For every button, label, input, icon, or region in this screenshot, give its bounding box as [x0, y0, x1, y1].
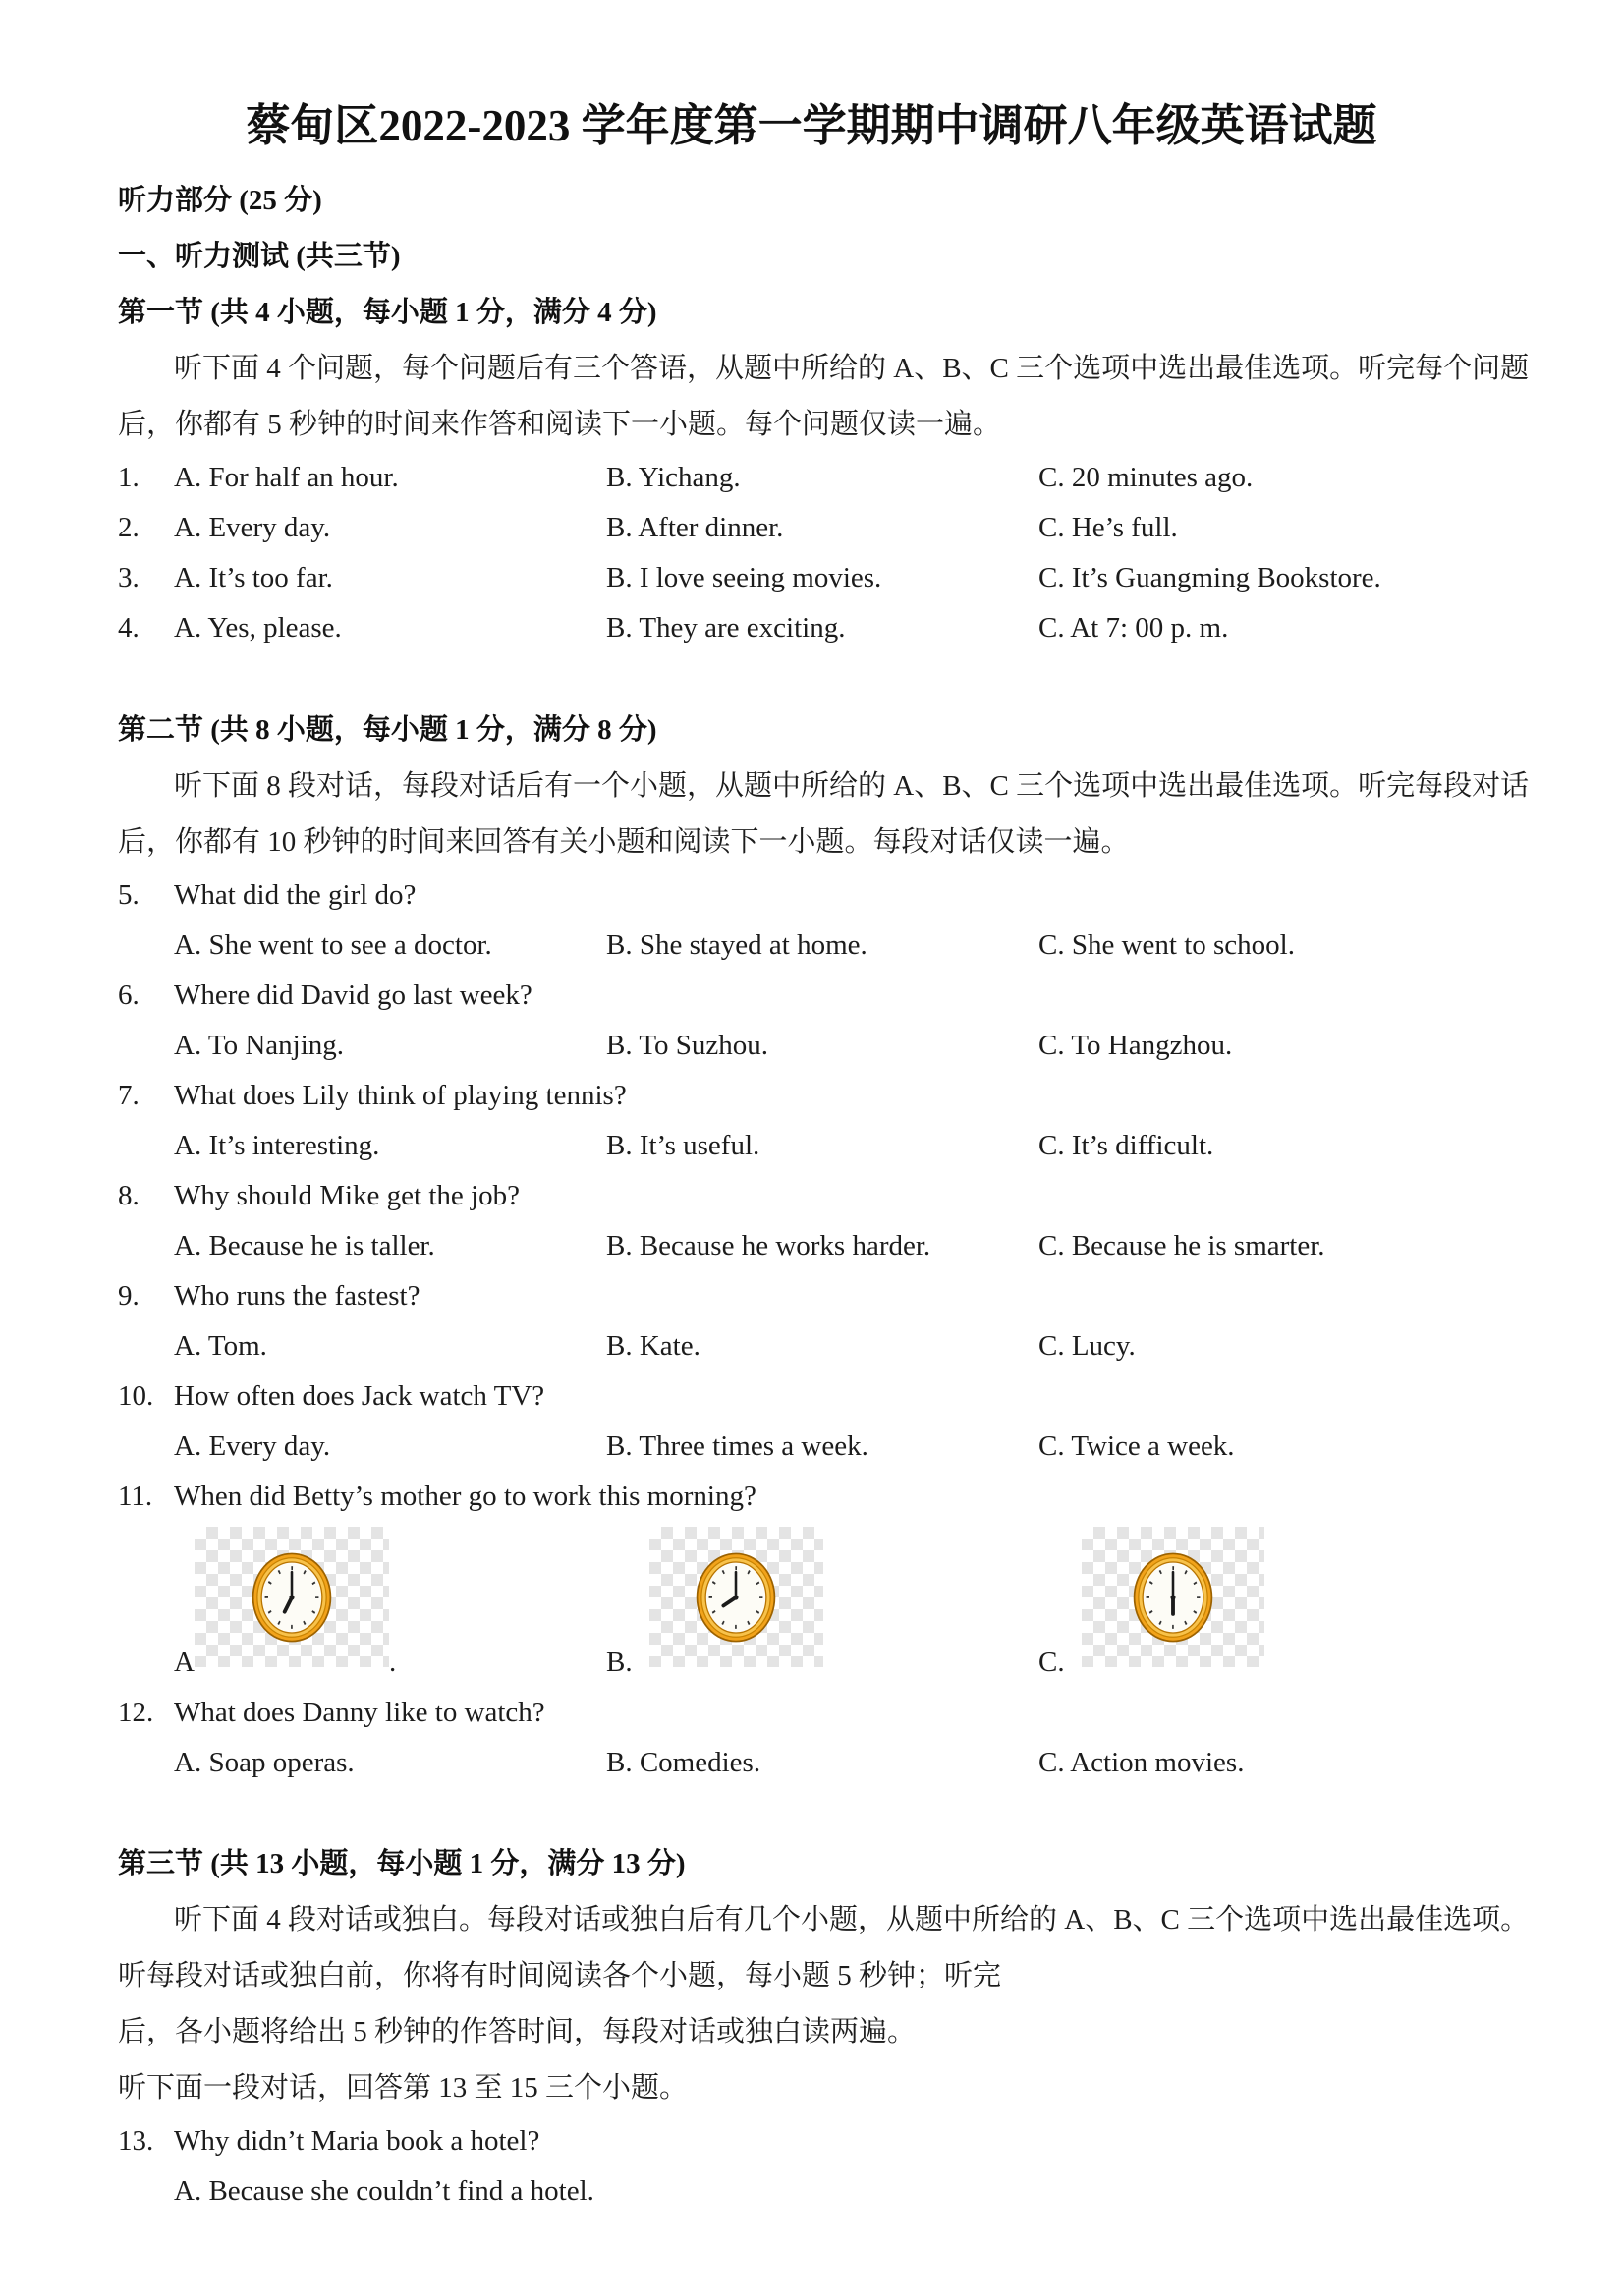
option-b: B. She stayed at home.: [606, 929, 867, 961]
part-heading: 听力部分 (25 分): [118, 185, 322, 216]
question-number: 10.: [118, 1380, 154, 1412]
question-stem-row: [0, 870, 1623, 921]
question-stem: What does Danny like to watch?: [174, 1697, 545, 1728]
clock-center: [289, 1595, 294, 1599]
question-row: [0, 503, 1623, 553]
option-b: B. After dinner.: [606, 512, 784, 543]
options-row: [0, 1221, 1623, 1271]
option-a: A. Soap operas.: [174, 1747, 355, 1778]
question-stem-row: [0, 1372, 1623, 1422]
question-row: [0, 553, 1623, 603]
option-b: B. To Suzhou.: [606, 1030, 769, 1061]
option-b: B. Yichang.: [606, 462, 741, 493]
options-row: [0, 1422, 1623, 1472]
clock-center: [1170, 1595, 1175, 1599]
option-label: A: [174, 1647, 195, 1678]
option-label: B.: [606, 1647, 633, 1678]
section-1-heading: 第一节 (共 4 小题，每小题 1 分，满分 4 分): [118, 297, 657, 328]
option-b: B. Kate.: [606, 1330, 700, 1362]
option-c: C. Twice a week.: [1038, 1430, 1235, 1462]
option-c: C. She went to school.: [1038, 929, 1295, 961]
dialogue-intro: 听下面一段对话，回答第 13 至 15 三个小题。: [118, 2072, 689, 2103]
options-row: [0, 1321, 1623, 1372]
exam-title: 蔡甸区2022-2023 学年度第一学期期中调研八年级英语试题: [246, 101, 1377, 150]
question-stem-row: [0, 1688, 1623, 1738]
question-stem: How often does Jack watch TV?: [174, 1380, 545, 1412]
option-c: C. Lucy.: [1038, 1330, 1136, 1362]
option-a: A. Yes, please.: [174, 612, 342, 644]
option-a: A. It’s too far.: [174, 562, 333, 593]
options-row: [0, 2166, 1623, 2216]
question-stem: What did the girl do?: [174, 879, 417, 911]
option-a: A. To Nanjing.: [174, 1030, 345, 1061]
clock-icon: [694, 1550, 778, 1645]
question-number: 1.: [118, 462, 140, 493]
option-b: B. They are exciting.: [606, 612, 846, 644]
option-b: B. Three times a week.: [606, 1430, 868, 1462]
option-a: A. Because she couldn’t find a hotel.: [174, 2175, 594, 2207]
clock-image: [649, 1527, 823, 1667]
section-2-instructions-line: 听下面 8 段对话，每段对话后有一个小题，从题中所给的 A、B、C 三个选项中选出最佳选项。听完每段对话: [174, 770, 1530, 802]
question-number: 5.: [118, 879, 140, 911]
question-stem-row: [0, 971, 1623, 1021]
test-heading: 一、听力测试 (共三节): [118, 241, 401, 272]
option-c: C. At 7: 00 p. m.: [1038, 612, 1229, 644]
question-stem: Why didn’t Maria book a hotel?: [174, 2125, 540, 2156]
question-stem-row: [0, 1171, 1623, 1221]
options-row: [0, 921, 1623, 971]
picture-options-row: [0, 1522, 1623, 1688]
section-2-instructions-line: 后，你都有 10 秒钟的时间来回答有关小题和阅读下一小题。每段对话仅读一遍。: [118, 826, 1130, 858]
section-3-heading: 第三节 (共 13 小题，每小题 1 分，满分 13 分): [118, 1848, 686, 1879]
option-b: B. Comedies.: [606, 1747, 761, 1778]
question-number: 3.: [118, 562, 140, 593]
question-number: 8.: [118, 1180, 140, 1211]
section-3-instructions-line: 听每段对话或独白前，你将有时间阅读各个小题，每小题 5 秒钟；听完: [118, 1960, 1002, 1991]
question-stem: Who runs the fastest?: [174, 1280, 420, 1312]
option-a: A. Every day.: [174, 512, 331, 543]
options-row: [0, 1738, 1623, 1788]
clock-icon: [250, 1550, 334, 1645]
question-stem: Where did David go last week?: [174, 980, 532, 1011]
option-c: C. To Hangzhou.: [1038, 1030, 1233, 1061]
option-c: C. 20 minutes ago.: [1038, 462, 1254, 493]
section-3-instructions-line: 听下面 4 段对话或独白。每段对话或独白后有几个小题，从题中所给的 A、B、C 三个选项中选出最佳选项。: [174, 1904, 1530, 1935]
option-label-suffix: .: [388, 1647, 397, 1678]
question-row: [0, 603, 1623, 653]
question-stem: Why should Mike get the job?: [174, 1180, 520, 1211]
question-number: 2.: [118, 512, 140, 543]
question-number: 11.: [118, 1481, 153, 1512]
section-3-instructions-line: 后，各小题将给出 5 秒钟的作答时间，每段对话或独白读两遍。: [118, 2016, 917, 2047]
question-number: 12.: [118, 1697, 154, 1728]
options-row: [0, 1021, 1623, 1071]
option-b: B. Because he works harder.: [606, 1230, 931, 1261]
clock-image: [195, 1527, 389, 1667]
option-c: C. Action movies.: [1038, 1747, 1245, 1778]
option-c: C. Because he is smarter.: [1038, 1230, 1325, 1261]
option-a: A. For half an hour.: [174, 462, 399, 493]
question-number: 7.: [118, 1080, 140, 1111]
clock-image: [1082, 1527, 1264, 1667]
options-row: [0, 1121, 1623, 1171]
question-number: 9.: [118, 1280, 140, 1312]
section-1-instructions-line: 后，你都有 5 秒钟的时间来作答和阅读下一小题。每个问题仅读一遍。: [118, 409, 1002, 440]
question-stem-row: [0, 1271, 1623, 1321]
option-c: C. He’s full.: [1038, 512, 1178, 543]
question-stem-row: [0, 1472, 1623, 1522]
section-2-heading: 第二节 (共 8 小题，每小题 1 分，满分 8 分): [118, 714, 657, 746]
question-number: 4.: [118, 612, 140, 644]
picture-option-a: [174, 1522, 606, 1688]
clock-center: [734, 1595, 739, 1599]
picture-option-c: [1038, 1522, 1623, 1688]
option-a: A. It’s interesting.: [174, 1130, 380, 1161]
question-stem-row: [0, 2116, 1623, 2166]
question-stem: When did Betty’s mother go to work this morning?: [174, 1481, 756, 1512]
question-number: 6.: [118, 980, 140, 1011]
clock-icon: [1131, 1550, 1215, 1645]
picture-option-b: [606, 1522, 1038, 1688]
option-a: A. Tom.: [174, 1330, 267, 1362]
option-c: C. It’s Guangming Bookstore.: [1038, 562, 1381, 593]
exam-page: [0, 94, 1623, 2216]
question-number: 13.: [118, 2125, 154, 2156]
option-label: C.: [1038, 1647, 1065, 1678]
option-b: B. It’s useful.: [606, 1130, 760, 1161]
option-c: C. It’s difficult.: [1038, 1130, 1214, 1161]
option-a: A. Every day.: [174, 1430, 331, 1462]
question-stem-row: [0, 1071, 1623, 1121]
question-stem: What does Lily think of playing tennis?: [174, 1080, 627, 1111]
option-a: A. She went to see a doctor.: [174, 929, 492, 961]
question-row: [0, 453, 1623, 503]
option-b: B. I love seeing movies.: [606, 562, 882, 593]
section-1-instructions-line: 听下面 4 个问题，每个问题后有三个答语，从题中所给的 A、B、C 三个选项中选出最佳选项。听完每个问题: [174, 353, 1530, 384]
option-a: A. Because he is taller.: [174, 1230, 435, 1261]
